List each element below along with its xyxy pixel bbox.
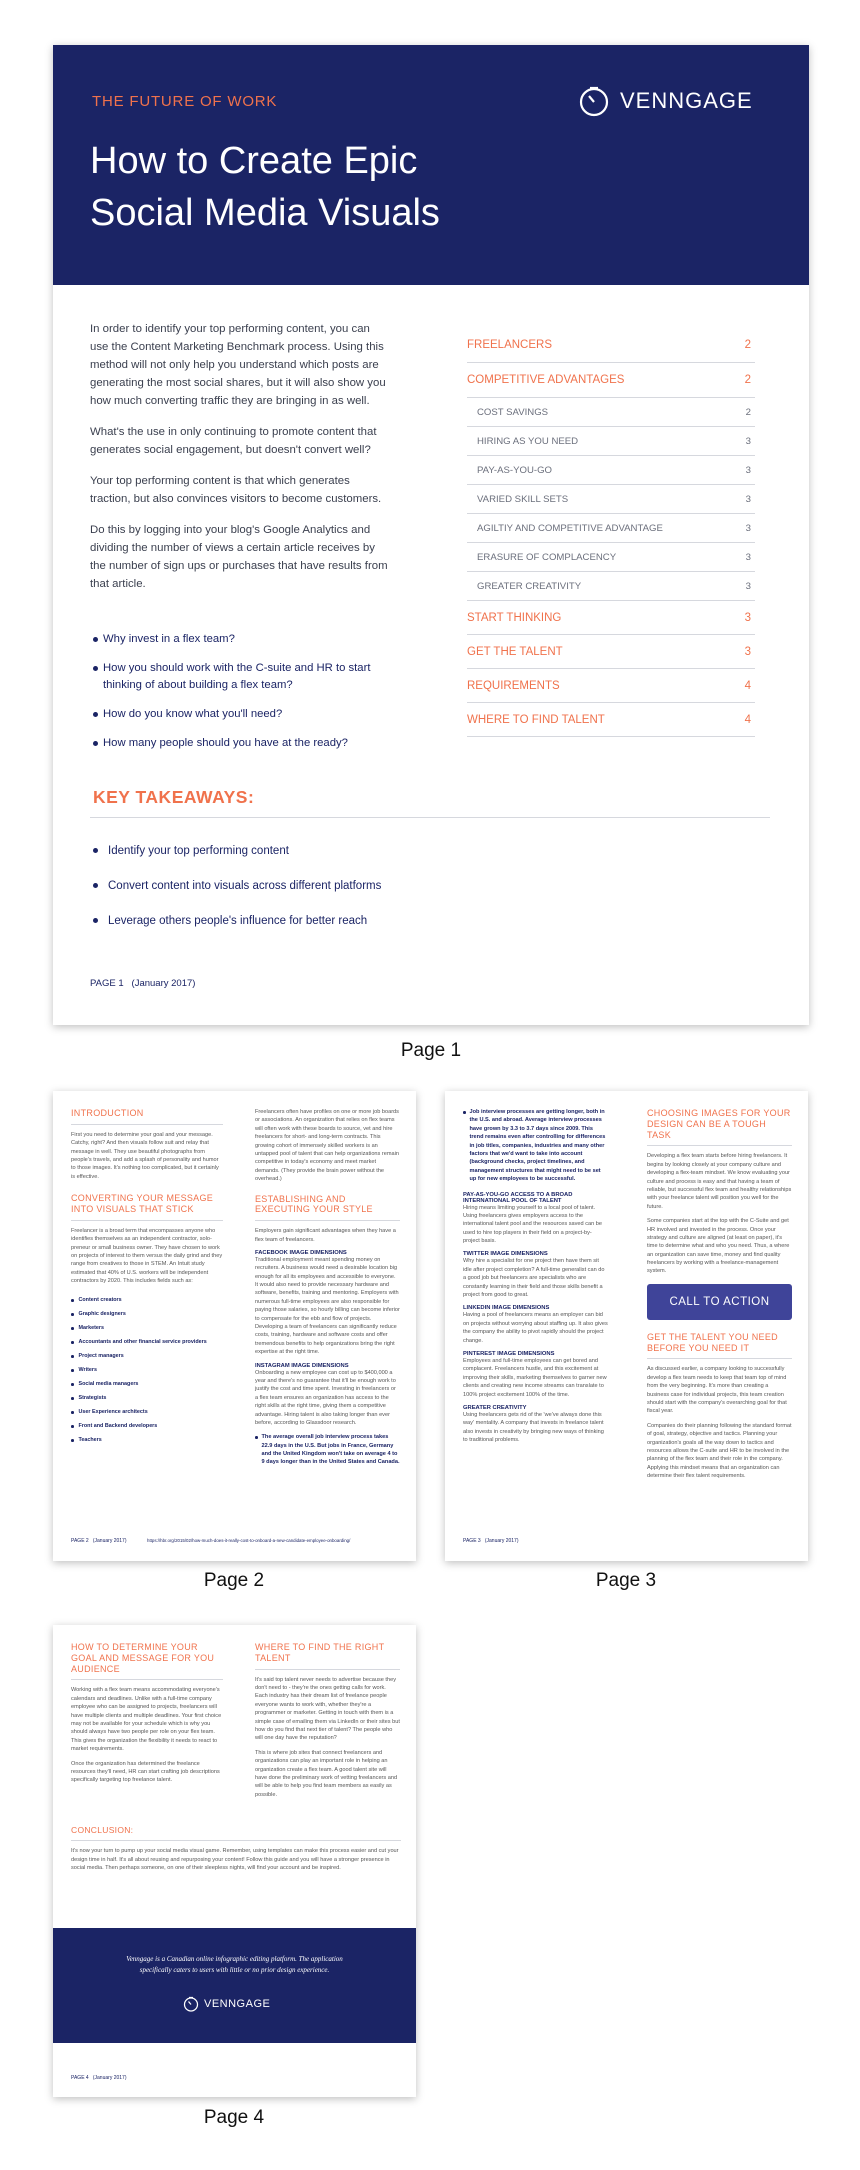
divider [647, 1145, 792, 1146]
list-item: How do you know what you'll need? [93, 706, 383, 723]
footer-band [53, 1928, 416, 2043]
brand-logo [578, 85, 753, 117]
page-4 [53, 1625, 416, 2097]
list-item: Leverage others people's influence for better reach [93, 903, 693, 938]
intro-text [90, 320, 390, 593]
paragraph: What's the use in only continuing to promote content that generates social engagement, but doesn't convert well? [90, 426, 377, 456]
brand-name: VENNGAGE [204, 1998, 271, 2010]
section-heading: ESTABLISHING AND EXECUTING YOUR STYLE [255, 1193, 373, 1215]
divider [647, 1358, 792, 1359]
list-item: Convert content into visuals across different platforms [93, 868, 693, 903]
section-heading: GET THE TALENT YOU NEED BEFORE YOU NEED IT [647, 1331, 778, 1353]
list-item: How many people should you have at the ready? [93, 735, 383, 752]
paragraph: Employees and full-time employees can get bored and complacent. Freelancers hustle, and this excitement at improving their skills, marketing themselves to garner new clients and creating new income streams can translate to 100% project excitement 100% of the time. [463, 1357, 607, 1398]
title-line-1: How to Create Epic [90, 140, 418, 182]
toc-item[interactable]: PAY-AS-YOU-GO 3 [467, 456, 755, 485]
toc-item[interactable]: VARIED SKILL SETS 3 [467, 485, 755, 514]
page-footer: PAGE 2 (January 2017) [71, 1538, 127, 1544]
subheading: FACEBOOK IMAGE DIMENSIONS [255, 1249, 347, 1256]
divider [71, 1840, 401, 1841]
toc-item[interactable]: ERASURE OF COMPLACENCY 3 [467, 543, 755, 572]
bullet-icon [93, 848, 98, 853]
subheading: TWITTER IMAGE DIMENSIONS [463, 1251, 548, 1258]
list-item: Project managers [71, 1349, 223, 1363]
toc-item[interactable]: GET THE TALENT 3 [467, 635, 755, 669]
list-item: Marketers [71, 1321, 223, 1335]
list-item: Social media managers [71, 1377, 223, 1391]
bullet-icon [93, 883, 98, 888]
paragraph: Hiring means limiting yourself to a local pool of talent. Using freelancers gives employers access to the international talent pool and the resources saved can be used to hire top players in their field on a project-by-project basis. [463, 1204, 603, 1245]
toc-item[interactable]: HIRING AS YOU NEED 3 [467, 427, 755, 456]
call-to-action-button[interactable]: CALL TO ACTION [647, 1284, 792, 1320]
page-caption: Page 2 [203, 1570, 265, 1591]
page-caption: Page 1 [400, 1040, 462, 1061]
subheading: PINTEREST IMAGE DIMENSIONS [463, 1350, 555, 1357]
page-footer: PAGE 4 (January 2017) [71, 2075, 127, 2081]
paragraph: Some companies start at the top with the C-Suite and get HR involved and invested in the process. Once your strategy and culture are aligned (at least on paper), it's time to determine what and who you need. Thus, a where an organization can save time, money and find quality freelancers by working with a freelance-management system. [647, 1218, 790, 1275]
footer-link[interactable]: https://hbr.org/2015/02/how-much-does-it-really-cost-to-onboard-a-new-candidate-employee-onboarding/ [147, 1538, 351, 1543]
paragraph: Freelancers often have profiles on one or more job boards or associations. An organization that relies on flex teams will often work with these boards to source, vet and hire freelancers for short- and long-term contracts. This growing cohort of immensely skilled workers is an untapped pool of talent that can help organizations remain competitive in today's economy and meet market demands. (They provide the brain power without the overhead.) [255, 1109, 399, 1183]
bullet-icon [93, 666, 98, 671]
bullet-icon [93, 637, 98, 642]
bullet-icon [93, 918, 98, 923]
paragraph: Developing a flex team starts before hiring freelancers. It begins by looking closely at your company culture and developing a flex-team mindset. We know evaluating your culture and process is easy and that having a team of reliable, but successful flex team and healthy relationships with your freelance talent will position you well for the future. [647, 1153, 792, 1210]
toc-item[interactable]: FREELANCERS 2 [467, 328, 755, 363]
clock-icon [578, 85, 610, 117]
callout: Job interview processes are getting longer, both in the U.S. and abroad. Average interview processes have grown by 3.3 to 3.7 days since 2009. This trend remains even after controlling for differences in job titles, companies, industries and many other factors that we'd want to take into account (background checks, project timelines, and management structures that might need to be set up for new employees to be successful. [463, 1108, 608, 1184]
paragraph: Traditional employment meant spending money on recruiters. A business would need a desirable location big enough for all its employees and accessible to everyone. It would also need to provide necessary hardware and software, benefits, training and mentoring. Employers with numerous full-time employees are also responsible for paying those salaries, so hourly billing can become inferior to compensate for the ebb and flow of projects. Developing a team of freelancers can significantly reduce costs, training, hardware and software costs and offer tremendous benefits to help organizations bring the right expertise at the right time. [255, 1256, 400, 1356]
paragraph: Onboarding a new employee can cost up to $400,000 a year and there's no guarantee that it'll be enough work to justify the cost and time spent. Investing in freelancers or a flex team ensures an organization has access to the right skills at the right time, giving them a competitive advantage. Hiring talent is also taking longer than ever before, according to Glassdoor research. [255, 1369, 396, 1426]
paragraph: Your top performing content is that which generates traction, but also convinces visitors to become customers. [90, 475, 382, 505]
bullet-icon [93, 741, 98, 746]
page-caption: Page 3 [595, 1570, 657, 1591]
paragraph: Do this by logging into your blog's Google Analytics and dividing the number of views a certain article receives by the number of sign ups or purchases that have results from that article. [90, 524, 388, 590]
divider [71, 1124, 223, 1125]
title-line-2: Social Media Visuals [90, 192, 440, 234]
paragraph: Why hire a specialist for one project then have them sit idle after project completion? A full-time generalist can do a good job but freelancers are specialists who are constantly learning in their field and those skills benefit a project from good to great. [463, 1258, 605, 1299]
page-caption: Page 4 [203, 2107, 265, 2128]
brand-logo [183, 1996, 270, 2012]
paragraph: It's now your turn to pump up your social media visual game. Remember, using templates can make this process easier and cut your design time in half. It's all about reusing and repurposing your content! Follow this guide and you will have a stronger presence in social media. Then perhaps someone, on one of their sleepless nights, will find your account and be inspired. [71, 1848, 399, 1871]
bullet-icon [93, 712, 98, 717]
list-item: Teachers [71, 1433, 223, 1447]
page-footer: PAGE 3 (January 2017) [463, 1538, 519, 1544]
subheading: GREATER CREATIVITY [463, 1404, 527, 1411]
paragraph: In order to identify your top performing content, you can use the Content Marketing Benchmark process. Using this method will not only help you understand which posts are generating the most social shares, but it will also show you how much converting traffic they are bringing in as well. [90, 323, 386, 407]
page-3 [445, 1091, 808, 1561]
subheading: PAY-AS-YOU-GO ACCESS TO A BROAD INTERNATIONAL POOL OF TALENT [463, 1191, 573, 1204]
fields-list [71, 1293, 223, 1447]
page-title [90, 135, 440, 239]
toc-item[interactable]: START THINKING 3 [467, 601, 755, 635]
toc-item[interactable]: WHERE TO FIND TALENT 4 [467, 703, 755, 737]
list-item: Front and Backend developers [71, 1419, 223, 1433]
paragraph: It's said top talent never needs to advertise because they don't need to - they're the ones getting calls for work. Each industry has their dream list of freelance people everyone wants to work with, whether they're a programmer or marketer. Getting in touch with them is a simple case of emailing them via LinkedIn or their sites but how do you find that next tier of talent? The people who will one day have the reputation? [255, 1676, 400, 1742]
divider [255, 1220, 400, 1221]
paragraph: Employers gain significant advantages when they have a flex team of freelancers. [255, 1228, 396, 1243]
paragraph: Companies do their planning following the standard format of goal, strategy, objective and tactics. Planning your organization's goals all the way down to tactics and resources allows the C-suite and HR to be involved in the planning of the flex team and their role in the company. Applying this mindset means that an organization can determine their flex talent requirements. [647, 1422, 792, 1480]
list-item: Writers [71, 1363, 223, 1377]
page-1 [53, 45, 809, 1025]
list-item: User Experience architects [71, 1405, 223, 1419]
subheading: INSTAGRAM IMAGE DIMENSIONS [255, 1362, 349, 1369]
section-heading: HOW TO DETERMINE YOUR GOAL AND MESSAGE FOR YOU AUDIENCE [71, 1642, 215, 1674]
section-heading: CONCLUSION: [71, 1825, 134, 1835]
section-heading: WHERE TO FIND THE RIGHT TALENT [255, 1642, 385, 1663]
list-item: Identify your top performing content [93, 833, 693, 868]
paragraph: Once the organization has determined the freelance resources they'll need, HR can start crafting job descriptions specifically targeting top freelance talent. [71, 1760, 220, 1784]
toc-item[interactable]: COMPETITIVE ADVANTAGES 2 [467, 363, 755, 398]
table-of-contents [467, 328, 755, 737]
paragraph: As discussed earlier, a company looking to successfully develop a flex team needs to keep that team top of mind from the very beginning. It's more than creating a business case for individual projects, this team creation should start with the company's overarching goal for that fiscal year. [647, 1366, 787, 1415]
questions-list [93, 631, 383, 752]
takeaways-title: KEY TAKEAWAYS: [93, 787, 255, 807]
takeaways-list [93, 833, 693, 938]
list-item: How you should work with the C-suite and HR to start thinking of about building a flex team? [93, 660, 383, 694]
subheading: LINKEDIN IMAGE DIMENSIONS [463, 1305, 550, 1312]
callout: The average overall job interview process takes 22.9 days in the U.S. But jobs in France, Germany and the United Kingdom won't take on average 4 to 9 days longer than in the United States and Canada. [255, 1433, 400, 1467]
toc-item[interactable]: AGILTIY AND COMPETITIVE ADVANTAGE 3 [467, 514, 755, 543]
kicker: THE FUTURE OF WORK [92, 93, 278, 110]
band-text: Venngage is a Canadian online infographic editing platform. The application specifically caters to users with little or no prior design experience. [126, 1955, 343, 1975]
list-item: Content creators [71, 1293, 223, 1307]
conclusion [71, 1825, 401, 1872]
divider [71, 1679, 223, 1680]
divider [255, 1669, 400, 1670]
brand-name: VENNGAGE [620, 88, 753, 113]
page-footer: PAGE 1 (January 2017) [90, 978, 196, 989]
paragraph: Having a pool of freelancers means an employer can bid on projects without worrying about staffing up. It also gives the company the ability to pivot rapidly should the project change. [463, 1312, 608, 1344]
list-item: Graphic designers [71, 1307, 223, 1321]
paragraph: Using freelancers gets rid of the 'we've always done this way' mentality. A company that invests in freelance talent also invests in creativity by bringing new ways of thinking to traditional problems. [463, 1411, 604, 1444]
paragraph: Working with a flex team means accommodating everyone's calendars and deadlines. Unlike with a full-time company employee who can be assigned to projects, freelancers will have multiple clients and multiple deadlines. Your first choice may not be available for your schedule which is why you should always have two people per role on your flex team. This gives the organization the flexibility it needs to react to market requirements. [71, 1687, 222, 1753]
toc-item[interactable]: GREATER CREATIVITY 3 [467, 572, 755, 601]
divider [71, 1220, 223, 1221]
paragraph: First you need to determine your goal and your message. Catchy, right? And then visuals follow suit and relay that message in well. They use beautiful photographs from people's travels, and add a splash of personality and humor to those images. It's nothing too complicated, but it certainly is effective. [71, 1131, 219, 1180]
paragraph: Freelancer is a broad term that encompasses anyone who identifies themselves as an independent contractor, solo-preneur or small business owner. They have chosen to work on projects of interest to them versus the daily grind and they range from creatives to those in STEM. An Intuit study estimated that 40% of U.S. workers will be independent contractors by 2020. This includes fields such as: [71, 1227, 223, 1285]
toc-item[interactable]: COST SAVINGS 2 [467, 398, 755, 427]
page-2 [53, 1091, 416, 1561]
list-item: Strategists [71, 1391, 223, 1405]
clock-icon [183, 1996, 199, 2012]
section-heading: CHOOSING IMAGES FOR YOUR DESIGN CAN BE A TOUGH TASK [647, 1108, 791, 1140]
list-item: Accountants and other financial service providers [71, 1335, 223, 1349]
section-heading: CONVERTING YOUR MESSAGE INTO VISUALS THAT STICK [71, 1193, 214, 1214]
list-item: Why invest in a flex team? [93, 631, 383, 648]
takeaways-divider [90, 817, 770, 818]
toc-item[interactable]: REQUIREMENTS 4 [467, 669, 755, 703]
section-heading: INTRODUCTION [71, 1108, 144, 1118]
paragraph: This is where job sites that connect freelancers and organizations can play an important role in helping an organization create a flex team. A good talent site will have done the preliminary work of vetting freelancers and will be able to help you find team members as easily as possible. [255, 1749, 398, 1798]
page-1-header [53, 45, 809, 285]
